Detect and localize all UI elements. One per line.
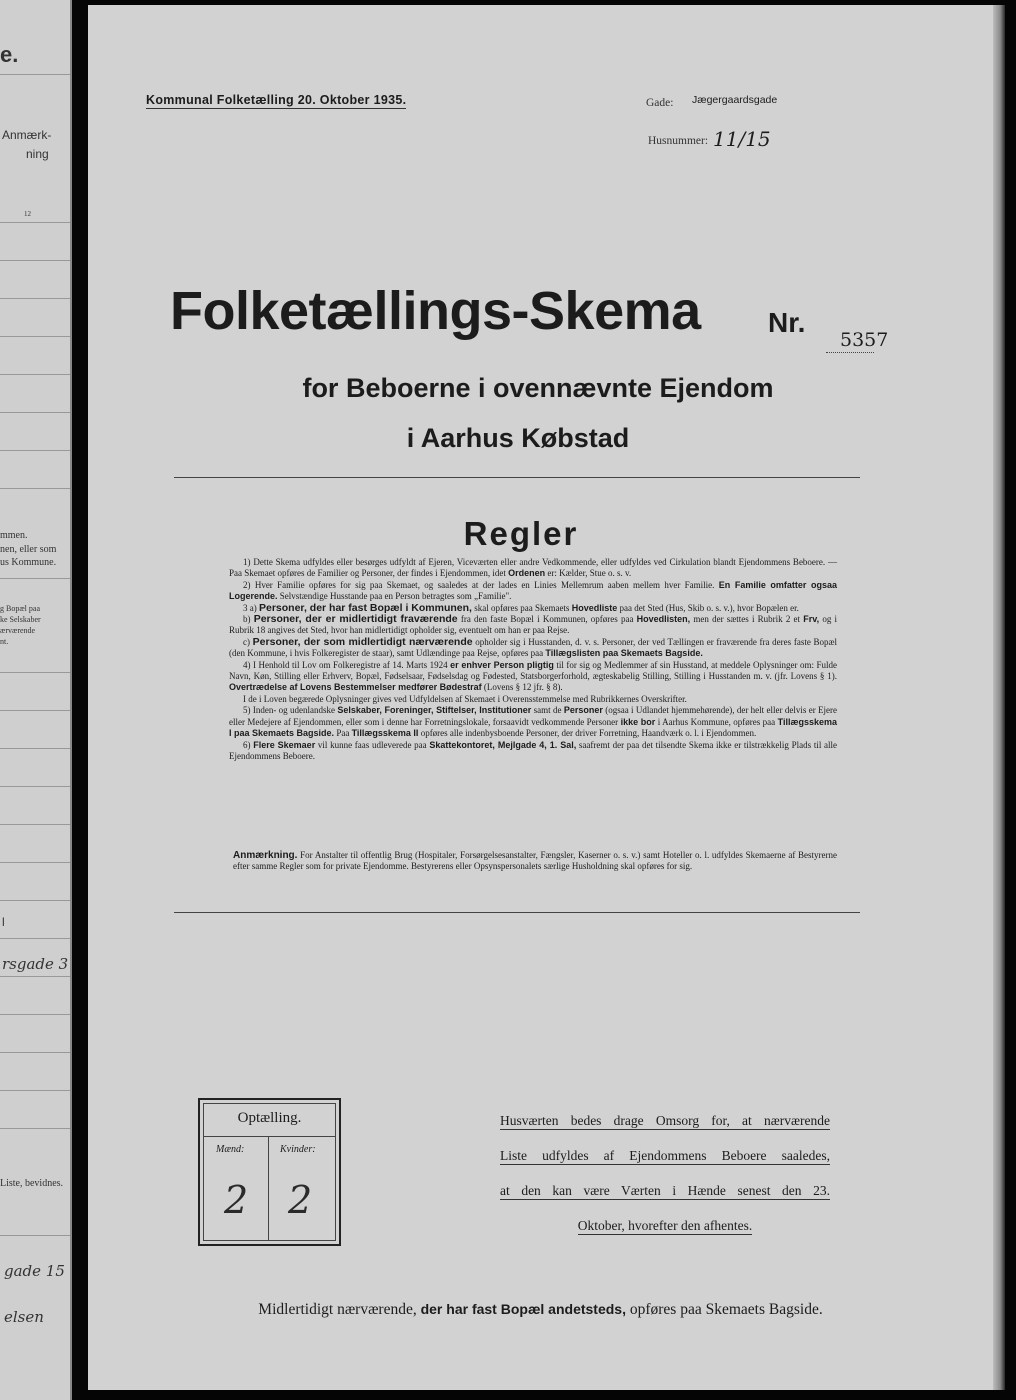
- left-handwriting-gade15: gade 15: [4, 1262, 65, 1280]
- count-women-value: 2: [288, 1178, 313, 1222]
- landlord-notice: [500, 1103, 830, 1243]
- left-fragment-selskaber: ke Selskaber: [0, 615, 41, 624]
- left-fragment-ning: ning: [26, 147, 49, 161]
- rules-text: [229, 557, 837, 762]
- left-fragment-kommune: us Kommune.: [0, 557, 57, 568]
- rule-3c: c) Personer, der som midlertidigt nærværende opholder sig i Husstanden, d. v. s. Personer, der ved Tællingen er fraværende fra deres faste Bopæl (den Kommune, i hvis Folkeregister de staar), samt Udlændinge paa Rejse, opføres paa Tillægslisten paa Skemaets Bagside.: [229, 635, 837, 659]
- rule-1: 1) Dette Skema udfyldes eller besørges udfyldt af Ejeren, Viceværten eller andre Vedkommende, eller udfyldes ved Cirkulation blandt Ejendommens Beboere. — Paa Skemaet opføres de Familier og Personer, der findes i Ejendommen, idet Ordenen er: Kælder, Stue o. s. v.: [229, 557, 837, 579]
- rules-heading: Regler: [463, 515, 579, 552]
- divider-top: [174, 477, 860, 478]
- rule-4: 4) I Henhold til Lov om Folkeregistre af 14. Marts 1924 er enhver Person pligtig til for sig og Medlemmer af sin Husstand, at meddele Oplysninger om: Fulde Navn, Køn, Stilling eller Erhverv, Bopæl, Fødselsaar, Fødselsdag og Fødested, Statsborgerforhold, ægteskabelig Stilling, Stilling i Husstanden m. v. (jfr. Lovens § 1). Overtrædelse af Lovens Bestemmelser medfører Bødestraf (Lovens § 12 jfr. § 8).: [229, 659, 838, 693]
- gade-label: Gade:: [646, 97, 674, 109]
- note-text: Anmærkning. For Anstalter til offentlig Brug (Hospitaler, Forsørgelsesanstalter, Fængsler, Kaserner o. s. v.) samt Hoteller o. l. udfyldes Skemaerne af Bestyrerne efter samme Regler som for private Ejendomme. Bestyrerens eller Opsynspersonalets særlige Husholdning skal opføres for sig.: [233, 850, 838, 872]
- gade-value: Jægergaardsgade: [692, 94, 778, 106]
- left-handwriting-elsen: elsen: [4, 1308, 44, 1326]
- nr-label: Nr.: [768, 307, 806, 338]
- form-subtitle: for Beboerne i ovennævnte Ejendom: [302, 373, 774, 403]
- form-subtitle-city: i Aarhus Købstad: [406, 423, 630, 453]
- left-fragment-e: e.: [0, 42, 19, 67]
- rule-2: 2) Hver Familie opføres for sig paa Skemaet, og saaledes at der lades en Linies Mellemrum aaben mellem hver Familie. En Familie omfatter ogsaa Logerende. Selvstændige Husstande paa en Person betragtes som „Familie".: [229, 579, 838, 602]
- husnummer-value: 11/15: [713, 127, 771, 151]
- census-title: Kommunal Folketælling 20. Oktober 1935.: [146, 93, 407, 107]
- count-box: [198, 1098, 341, 1246]
- page-edge: [993, 5, 1005, 1390]
- form-title: Folketællings-Skema: [170, 281, 701, 341]
- rule-4b: I de i Loven begærede Oplysninger gives ved Udfyldelsen af Skemaet i Overensstemmelse med Rubrikkernes Overskrifter.: [243, 693, 687, 704]
- census-form-page: [88, 5, 993, 1390]
- count-title: Optælling.: [237, 1110, 302, 1126]
- form-number: 5357: [840, 329, 889, 351]
- left-fragment-liste: Liste, bevidnes.: [0, 1178, 64, 1189]
- left-handwriting-gade3: rsgade 3: [2, 955, 69, 973]
- left-fragment-bopael: g Bopæl paa: [0, 604, 40, 613]
- husnummer-label: Husnummer:: [648, 135, 709, 147]
- left-fragment-vaerende: ærværende: [0, 626, 36, 635]
- count-men-value: 2: [224, 1178, 249, 1222]
- rule-3b: b) Personer, der er midlertidigt fraværende fra den faste Bopæl i Kommunen, opføres paa Hovedlisten, men der sættes i Rubrik 2 et Frv, og i Rubrik 18 angives det Sted, hvor han midlertidigt opholder sig, eventuelt om han er paa Rejse.: [229, 613, 838, 636]
- rule-5: 5) Inden- og udenlandske Selskaber, Foreninger, Stiftelser, Institutioner samt de Personer (ogsaa i Udlandet hjemmehørende), der helt eller delvis er Ejere eller Medejere af Ejendommen, eller som i denne har Forretningslokale, forsaavidt vedkommende Personer ikke bor i Aarhus Kommune, opføres paa Tillægsskema I paa Skemaets Bagside. Paa Tillægsskema II opføres alle indenbysboende Personer, der driver Forretning, Haandværk o. l. i Ejendommen.: [229, 705, 838, 739]
- rule-3a: 3 a) Personer, der har fast Bopæl i Kommunen, skal opføres paa Skemaets Hovedliste paa det Sted (Hus, Skib o. s. v.), hvor Bopælen er.: [243, 601, 799, 614]
- landlord-line-2: Liste udfyldes af Ejendommens Beboere saaledes,: [500, 1148, 830, 1163]
- landlord-line-1: Husværten bedes drage Omsorg for, at nærværende: [500, 1113, 830, 1128]
- left-page-fragment: [0, 0, 72, 1400]
- landlord-line-4: Oktober, hvorefter den afhentes.: [577, 1218, 753, 1233]
- note-label: Anmærkning.: [233, 850, 298, 861]
- left-fragment-anmaerk: Anmærk-: [2, 128, 52, 142]
- left-fragment-mmen: mmen.: [0, 530, 28, 541]
- rule-6: 6) Flere Skemaer vil kunne faas udleverede paa Skattekontoret, Mejlgade 4, 1. Sal, saafremt der paa det tilsendte Skema ikke er tilstrækkelig Plads til alle Ejendommens Beboere.: [229, 739, 838, 761]
- count-men-label: Mænd:: [216, 1144, 245, 1155]
- count-women-label: Kvinder:: [280, 1144, 316, 1155]
- left-fragment-l: l: [2, 915, 5, 929]
- footer-note: Midlertidigt nærværende, der har fast Bopæl andetsteds, opføres paa Skemaets Bagside.: [258, 1301, 823, 1318]
- left-fragment-12: 12: [24, 210, 31, 218]
- divider-bottom: [174, 912, 860, 913]
- landlord-line-3: at den kan være Værten i Hænde senest den 23.: [500, 1183, 830, 1198]
- left-fragment-nen: nen, eller som: [0, 544, 57, 555]
- left-fragment-nt: nt.: [0, 637, 9, 646]
